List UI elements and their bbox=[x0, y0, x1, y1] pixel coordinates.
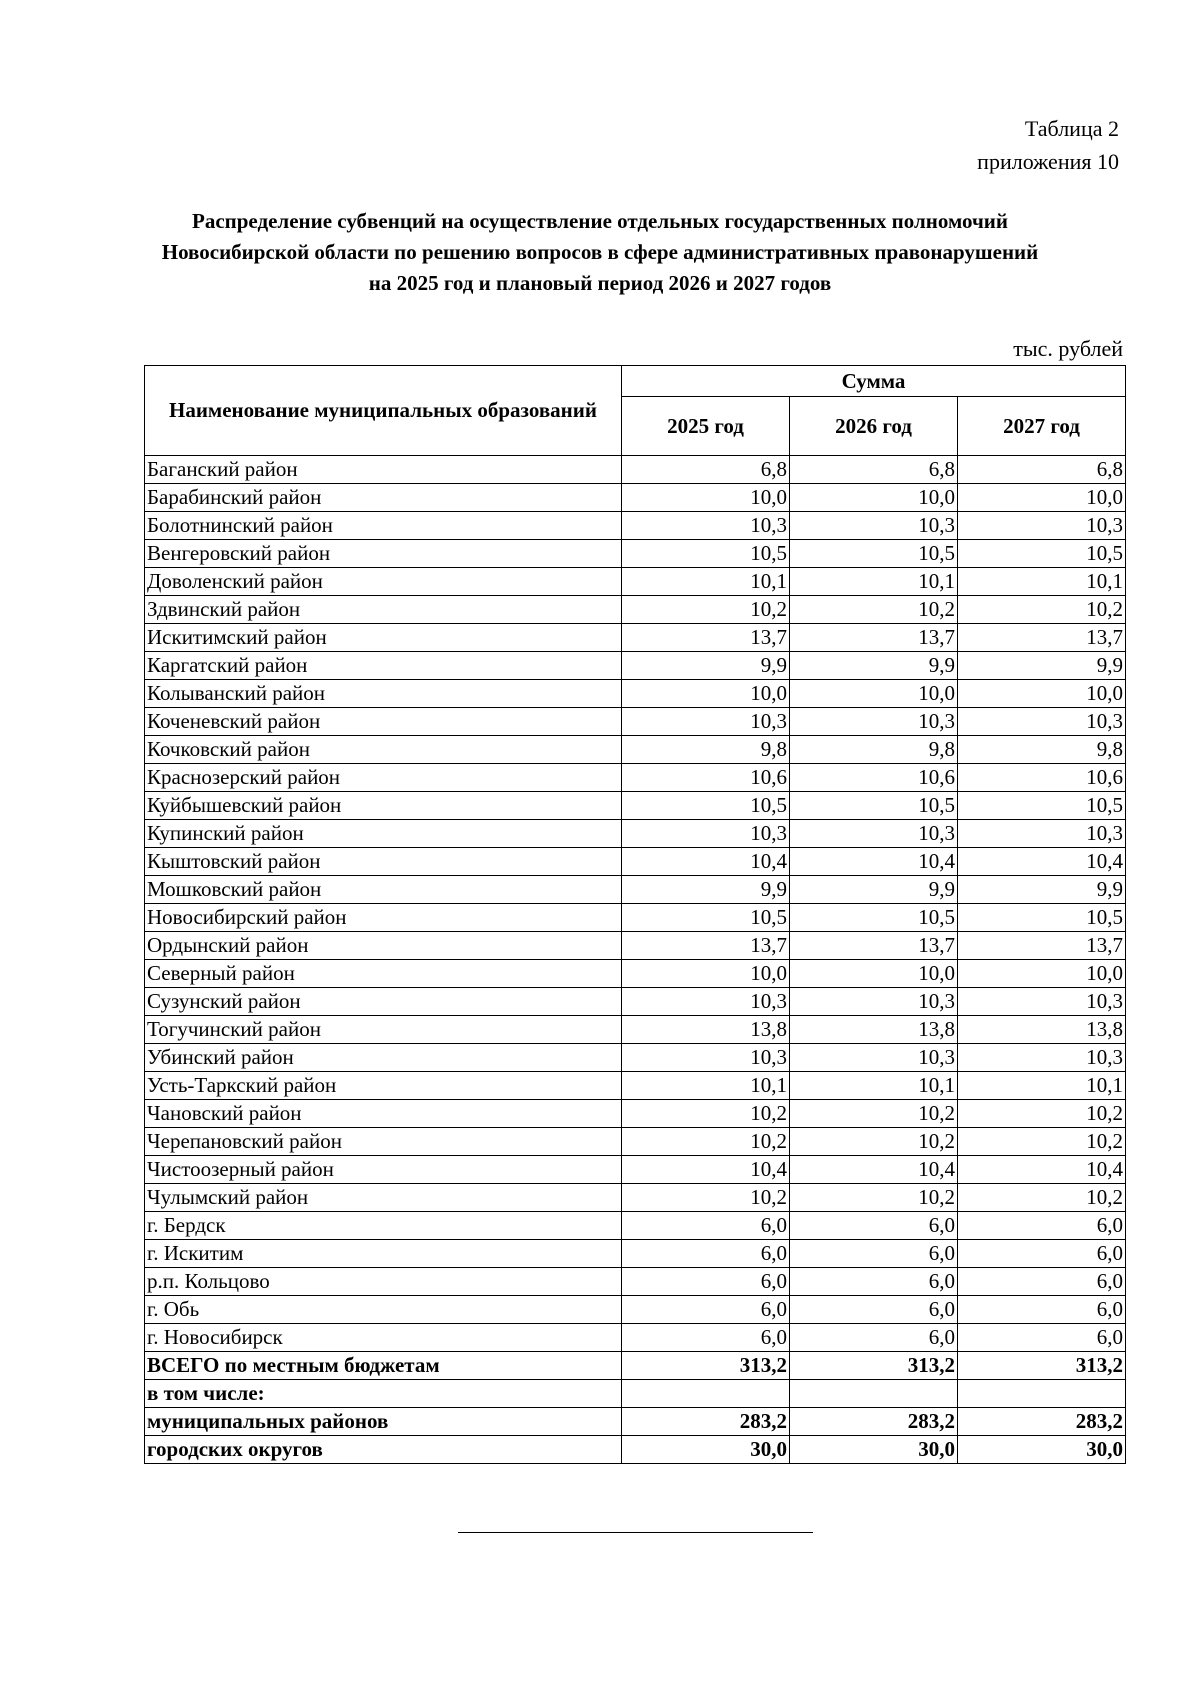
cell-2025: 9,9 bbox=[622, 652, 790, 680]
table-row bbox=[145, 540, 1126, 568]
cell-2026: 9,8 bbox=[790, 736, 958, 764]
cell-name: Куйбышевский район bbox=[145, 792, 622, 820]
cell-name: Доволенский район bbox=[145, 568, 622, 596]
cell-name: р.п. Кольцово bbox=[145, 1268, 622, 1296]
cell-2027: 6,0 bbox=[958, 1324, 1126, 1352]
cell-2027: 10,4 bbox=[958, 848, 1126, 876]
cell-2026: 10,6 bbox=[790, 764, 958, 792]
cell-2026: 10,5 bbox=[790, 904, 958, 932]
cell-2025: 10,5 bbox=[622, 904, 790, 932]
cell-2027: 10,5 bbox=[958, 904, 1126, 932]
cell-2027: 6,8 bbox=[958, 456, 1126, 484]
cell-2026: 313,2 bbox=[790, 1352, 958, 1380]
cell-2025: 13,7 bbox=[622, 624, 790, 652]
cell-2025: 10,5 bbox=[622, 792, 790, 820]
cell-2026: 6,0 bbox=[790, 1296, 958, 1324]
title-line-2: Новосибирской области по решению вопросов в сфере административных правонарушений bbox=[161, 240, 1039, 264]
cell-2025: 9,8 bbox=[622, 736, 790, 764]
table-row bbox=[145, 1044, 1126, 1072]
cell-name: Каргатский район bbox=[145, 652, 622, 680]
cell-2027: 10,0 bbox=[958, 960, 1126, 988]
table-row bbox=[145, 792, 1126, 820]
cell-2025: 10,0 bbox=[622, 680, 790, 708]
cell-2026: 10,4 bbox=[790, 1156, 958, 1184]
cell-2025: 10,4 bbox=[622, 848, 790, 876]
table-row bbox=[145, 1436, 1126, 1464]
cell-name: Венгеровский район bbox=[145, 540, 622, 568]
cell-2026: 6,0 bbox=[790, 1268, 958, 1296]
cell-name: Колыванский район bbox=[145, 680, 622, 708]
cell-2025: 10,3 bbox=[622, 1044, 790, 1072]
cell-2026: 10,0 bbox=[790, 680, 958, 708]
table-row bbox=[145, 652, 1126, 680]
cell-name: г. Искитим bbox=[145, 1240, 622, 1268]
table-row bbox=[145, 988, 1126, 1016]
cell-2025: 10,3 bbox=[622, 708, 790, 736]
cell-name: Чановский район bbox=[145, 1100, 622, 1128]
cell-name: Сузунский район bbox=[145, 988, 622, 1016]
cell-name: Черепановский район bbox=[145, 1128, 622, 1156]
cell-2025: 10,3 bbox=[622, 988, 790, 1016]
title-line-1: Распределение субвенций на осуществление отдельных государственных полномочий bbox=[192, 209, 1008, 233]
cell-2027: 10,3 bbox=[958, 708, 1126, 736]
table-row bbox=[145, 876, 1126, 904]
cell-2026: 10,3 bbox=[790, 820, 958, 848]
cell-2027: 9,8 bbox=[958, 736, 1126, 764]
cell-2027: 9,9 bbox=[958, 652, 1126, 680]
cell-name: Барабинский район bbox=[145, 484, 622, 512]
cell-name: городских округов bbox=[145, 1436, 622, 1464]
cell-2027: 6,0 bbox=[958, 1268, 1126, 1296]
title-line-3: на 2025 год и плановый период 2026 и 2027 годов bbox=[368, 271, 832, 295]
cell-2026: 10,5 bbox=[790, 540, 958, 568]
cell-2027: 10,3 bbox=[958, 1044, 1126, 1072]
table-row bbox=[145, 1408, 1126, 1436]
cell-2025: 6,0 bbox=[622, 1296, 790, 1324]
cell-2025: 6,0 bbox=[622, 1212, 790, 1240]
cell-2025: 6,0 bbox=[622, 1324, 790, 1352]
cell-2025: 10,2 bbox=[622, 1128, 790, 1156]
cell-2025: 6,8 bbox=[622, 456, 790, 484]
table-row bbox=[145, 764, 1126, 792]
table-row bbox=[145, 1072, 1126, 1100]
table-row bbox=[145, 848, 1126, 876]
cell-2025: 10,2 bbox=[622, 1184, 790, 1212]
document-title bbox=[100, 206, 1100, 299]
cell-2027: 13,7 bbox=[958, 932, 1126, 960]
cell-2026: 10,5 bbox=[790, 792, 958, 820]
table-row bbox=[145, 1296, 1126, 1324]
table-row bbox=[145, 708, 1126, 736]
cell-2025: 10,4 bbox=[622, 1156, 790, 1184]
cell-2027: 10,5 bbox=[958, 792, 1126, 820]
table-row bbox=[145, 1352, 1126, 1380]
cell-2026: 10,2 bbox=[790, 596, 958, 624]
cell-2027: 10,0 bbox=[958, 484, 1126, 512]
cell-2026: 10,2 bbox=[790, 1128, 958, 1156]
cell-2025: 10,3 bbox=[622, 820, 790, 848]
column-header-2027: 2027 год bbox=[958, 397, 1126, 456]
cell-2025: 30,0 bbox=[622, 1436, 790, 1464]
cell-2027: 10,1 bbox=[958, 568, 1126, 596]
cell-name: Усть-Таркский район bbox=[145, 1072, 622, 1100]
cell-name: Тогучинский район bbox=[145, 1016, 622, 1044]
cell-2027: 10,1 bbox=[958, 1072, 1126, 1100]
cell-2027: 10,4 bbox=[958, 1156, 1126, 1184]
cell-2026: 13,8 bbox=[790, 1016, 958, 1044]
column-header-sum: Сумма bbox=[622, 366, 1126, 397]
cell-2026: 10,0 bbox=[790, 484, 958, 512]
cell-2026: 10,1 bbox=[790, 568, 958, 596]
cell-2026: 10,3 bbox=[790, 708, 958, 736]
cell-name: Чулымский район bbox=[145, 1184, 622, 1212]
table-row bbox=[145, 484, 1126, 512]
cell-name: Новосибирский район bbox=[145, 904, 622, 932]
cell-2025: 9,9 bbox=[622, 876, 790, 904]
cell-2026: 6,0 bbox=[790, 1212, 958, 1240]
table-row bbox=[145, 680, 1126, 708]
cell-2027: 10,2 bbox=[958, 596, 1126, 624]
table-row bbox=[145, 1380, 1126, 1408]
cell-name: Купинский район bbox=[145, 820, 622, 848]
units-label: тыс. рублей bbox=[1013, 336, 1123, 361]
table-row bbox=[145, 1184, 1126, 1212]
table-row bbox=[145, 932, 1126, 960]
cell-2026: 283,2 bbox=[790, 1408, 958, 1436]
cell-2027: 6,0 bbox=[958, 1212, 1126, 1240]
table-row bbox=[145, 1156, 1126, 1184]
table-row bbox=[145, 512, 1126, 540]
cell-2027: 10,2 bbox=[958, 1128, 1126, 1156]
cell-2026: 10,2 bbox=[790, 1184, 958, 1212]
cell-name: Мошковский район bbox=[145, 876, 622, 904]
cell-2027: 10,3 bbox=[958, 820, 1126, 848]
cell-2027: 313,2 bbox=[958, 1352, 1126, 1380]
cell-2026: 13,7 bbox=[790, 624, 958, 652]
cell-name: ВСЕГО по местным бюджетам bbox=[145, 1352, 622, 1380]
table-row bbox=[145, 596, 1126, 624]
cell-name: Кыштовский район bbox=[145, 848, 622, 876]
table-reference bbox=[977, 112, 1119, 178]
cell-name: Кочковский район bbox=[145, 736, 622, 764]
cell-2025: 10,3 bbox=[622, 512, 790, 540]
cell-2025: 283,2 bbox=[622, 1408, 790, 1436]
cell-2027: 10,0 bbox=[958, 680, 1126, 708]
cell-2025: 10,6 bbox=[622, 764, 790, 792]
subvention-table bbox=[144, 365, 1126, 1464]
cell-2027: 10,3 bbox=[958, 512, 1126, 540]
cell-2025: 313,2 bbox=[622, 1352, 790, 1380]
cell-2027 bbox=[958, 1380, 1126, 1408]
cell-2027: 10,6 bbox=[958, 764, 1126, 792]
table-row bbox=[145, 1016, 1126, 1044]
cell-2025: 10,2 bbox=[622, 596, 790, 624]
cell-2025: 10,0 bbox=[622, 484, 790, 512]
cell-2027: 9,9 bbox=[958, 876, 1126, 904]
cell-2027: 10,2 bbox=[958, 1100, 1126, 1128]
table-label: Таблица 2 bbox=[1024, 116, 1119, 141]
column-header-2026: 2026 год bbox=[790, 397, 958, 456]
table-row bbox=[145, 624, 1126, 652]
cell-name: Искитимский район bbox=[145, 624, 622, 652]
cell-2025: 10,1 bbox=[622, 1072, 790, 1100]
cell-2026: 10,0 bbox=[790, 960, 958, 988]
cell-name: в том числе: bbox=[145, 1380, 622, 1408]
cell-name: Северный район bbox=[145, 960, 622, 988]
cell-2026: 30,0 bbox=[790, 1436, 958, 1464]
cell-2026: 9,9 bbox=[790, 876, 958, 904]
cell-name: Коченевский район bbox=[145, 708, 622, 736]
table-row bbox=[145, 1100, 1126, 1128]
cell-2025: 13,7 bbox=[622, 932, 790, 960]
cell-2026: 10,4 bbox=[790, 848, 958, 876]
cell-2026: 10,2 bbox=[790, 1100, 958, 1128]
cell-2026 bbox=[790, 1380, 958, 1408]
column-header-2025: 2025 год bbox=[622, 397, 790, 456]
cell-2026: 10,3 bbox=[790, 512, 958, 540]
table-row bbox=[145, 960, 1126, 988]
cell-2027: 13,7 bbox=[958, 624, 1126, 652]
table-body bbox=[145, 456, 1126, 1464]
cell-name: г. Новосибирск bbox=[145, 1324, 622, 1352]
cell-2027: 10,2 bbox=[958, 1184, 1126, 1212]
table-row bbox=[145, 820, 1126, 848]
cell-name: Болотнинский район bbox=[145, 512, 622, 540]
cell-2027: 283,2 bbox=[958, 1408, 1126, 1436]
table-row bbox=[145, 1324, 1126, 1352]
table-row bbox=[145, 1240, 1126, 1268]
cell-2025: 10,5 bbox=[622, 540, 790, 568]
cell-2026: 6,0 bbox=[790, 1240, 958, 1268]
cell-2026: 10,1 bbox=[790, 1072, 958, 1100]
table-row bbox=[145, 736, 1126, 764]
cell-2026: 13,7 bbox=[790, 932, 958, 960]
table-row bbox=[145, 1212, 1126, 1240]
table-row bbox=[145, 1268, 1126, 1296]
cell-2025: 13,8 bbox=[622, 1016, 790, 1044]
cell-name: Чистоозерный район bbox=[145, 1156, 622, 1184]
cell-2026: 9,9 bbox=[790, 652, 958, 680]
cell-2025: 10,1 bbox=[622, 568, 790, 596]
column-header-name: Наименование муниципальных образований bbox=[145, 366, 622, 456]
appendix-label: приложения 10 bbox=[977, 149, 1119, 174]
cell-2026: 6,0 bbox=[790, 1324, 958, 1352]
cell-name: г. Обь bbox=[145, 1296, 622, 1324]
table-row bbox=[145, 568, 1126, 596]
cell-2027: 30,0 bbox=[958, 1436, 1126, 1464]
cell-name: Краснозерский район bbox=[145, 764, 622, 792]
cell-2025: 10,2 bbox=[622, 1100, 790, 1128]
cell-2027: 6,0 bbox=[958, 1240, 1126, 1268]
table-row bbox=[145, 904, 1126, 932]
cell-2026: 10,3 bbox=[790, 988, 958, 1016]
cell-2026: 6,8 bbox=[790, 456, 958, 484]
cell-2025: 10,0 bbox=[622, 960, 790, 988]
table-row bbox=[145, 456, 1126, 484]
cell-2025: 6,0 bbox=[622, 1268, 790, 1296]
cell-name: Здвинский район bbox=[145, 596, 622, 624]
cell-name: Убинский район bbox=[145, 1044, 622, 1072]
cell-name: г. Бердск bbox=[145, 1212, 622, 1240]
cell-2027: 10,3 bbox=[958, 988, 1126, 1016]
table-header bbox=[145, 366, 1126, 456]
cell-2025: 6,0 bbox=[622, 1240, 790, 1268]
cell-2027: 13,8 bbox=[958, 1016, 1126, 1044]
cell-2027: 10,5 bbox=[958, 540, 1126, 568]
cell-name: Баганский район bbox=[145, 456, 622, 484]
cell-2027: 6,0 bbox=[958, 1296, 1126, 1324]
cell-name: муниципальных районов bbox=[145, 1408, 622, 1436]
bottom-divider bbox=[458, 1532, 813, 1533]
cell-2025 bbox=[622, 1380, 790, 1408]
table-row bbox=[145, 1128, 1126, 1156]
cell-2026: 10,3 bbox=[790, 1044, 958, 1072]
cell-name: Ордынский район bbox=[145, 932, 622, 960]
